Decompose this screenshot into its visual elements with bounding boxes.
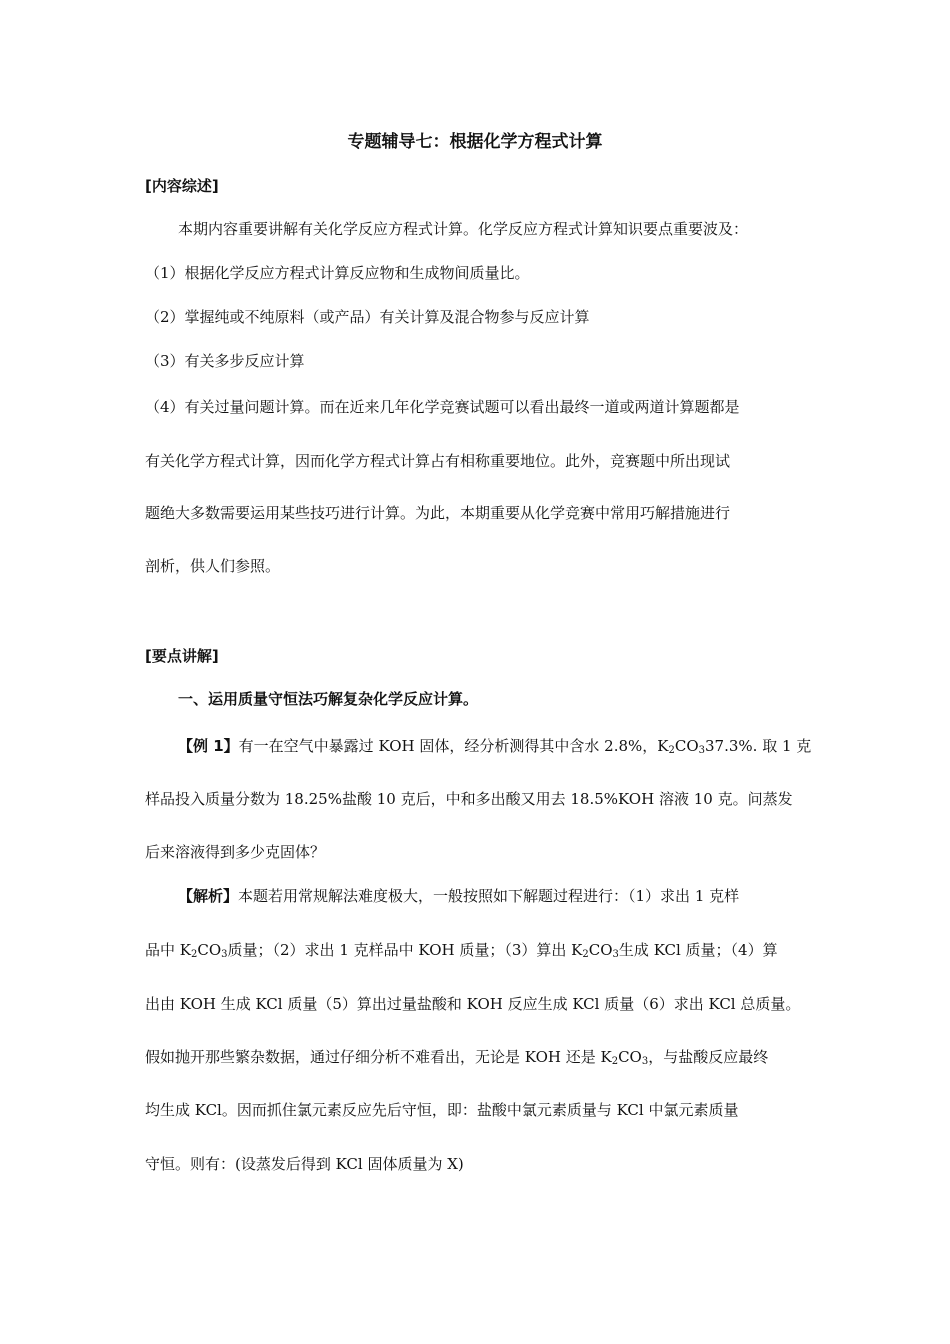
example-line: 【例 1】有一在空气中暴露过 KOH 固体，经分析测得其中含水 2.8%，$K_2CO_337.3\%$. 取 1 克 [178,737,812,756]
section-header-summary: [内容综述] [145,177,219,195]
analysis-label: 【解析】 [178,887,239,905]
analysis-line: 出由 KOH 生成 KCl 质量（5）算出过量盐酸和 KOH 反应生成 KCl 质量（6）求出 KCl 总质量。 [145,995,801,1013]
example-line: 样品投入质量分数为 18.25%盐酸 10 克后，中和多出酸又用去 18.5%KOH 溶液 10 克。问蒸发 [145,790,793,808]
example-label: 【例 1】 [178,737,239,755]
analysis-line: 【解析】本题若用常规解法难度极大，一般按照如下解题过程进行：（1）求出 1 克样 [178,887,740,905]
method-heading: 一、运用质量守恒法巧解复杂化学反应计算。 [178,690,479,708]
paragraph-continuation: 有关化学方程式计算，因而化学方程式计算占有相称重要地位。此外，竞赛题中所出现试 [145,452,731,470]
point-3: （3）有关多步反应计算 [145,352,305,370]
page-title: 专题辅导七：根据化学方程式计算 [347,132,603,152]
analysis-line: 均生成 KCl。因而抓住氯元素反应先后守恒，即：盐酸中氯元素质量与 KCl 中氯元素质量 [145,1101,739,1119]
section-header-key-points: [要点讲解] [145,647,219,665]
analysis-line: 假如抛开那些繁杂数据，通过仔细分析不难看出，无论是 KOH 还是 $K_2CO_3$，与盐酸反应最终 [145,1048,769,1067]
analysis-line: 守恒。则有：(设蒸发后得到 KCl 固体质量为 X) [145,1155,464,1173]
point-1: （1）根据化学反应方程式计算反应物和生成物间质量比。 [145,264,530,282]
example-line: 后来溶液得到多少克固体？ [145,843,326,861]
point-2: （2）掌握纯或不纯原料（或产品）有关计算及混合物参与反应计算 [145,308,590,326]
point-4: （4）有关过量问题计算。而在近来几年化学竞赛试题可以看出最终一道或两道计算题都是 [145,398,740,416]
paragraph-continuation: 题绝大多数需要运用某些技巧进行计算。为此，本期重要从化学竞赛中常用巧解措施进行 [145,504,731,522]
paragraph-continuation: 剖析，供人们参照。 [145,557,281,575]
analysis-line: 品中 $K_2CO_3$质量；（2）求出 1 克样品中 KOH 质量；（3）算出 $K_2CO_3$生成 KCl 质量；（4）算 [145,941,778,960]
intro-paragraph: 本期内容重要讲解有关化学反应方程式计算。化学反应方程式计算知识要点重要波及： [178,220,749,238]
